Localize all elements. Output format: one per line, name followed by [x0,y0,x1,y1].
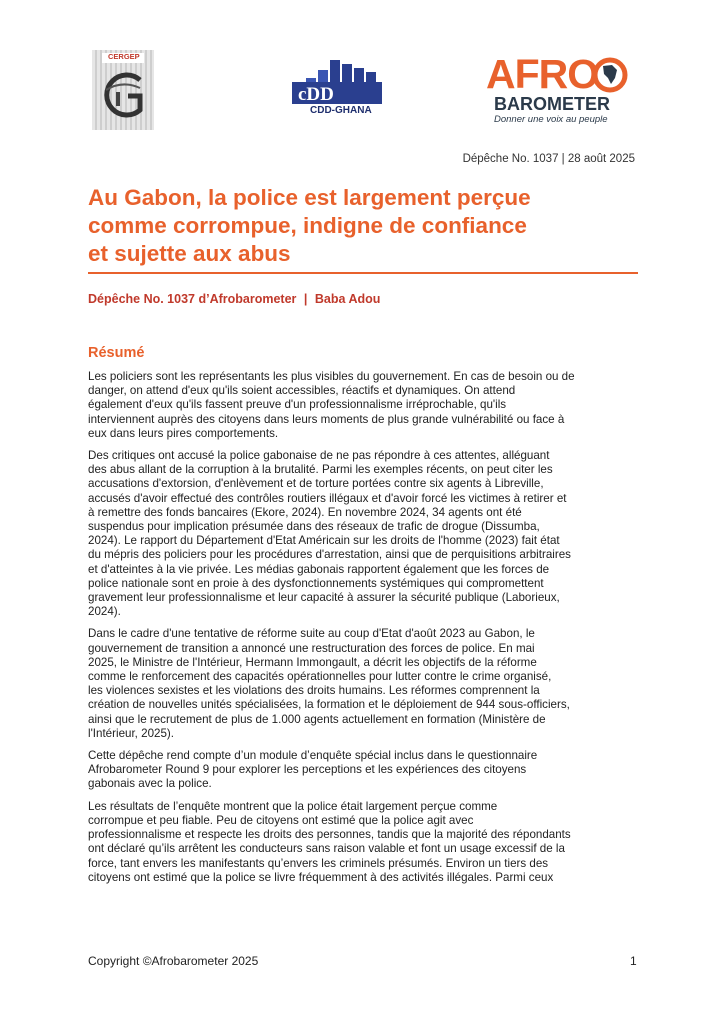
text-line: du mépris des policiers pour les procédures d'arrestation, ainsi que de perquisitions arbitraires [88,548,571,562]
title-line: Au Gabon, la police est largement perçue [88,185,531,210]
cdd-ghana-logo [290,60,386,124]
text-line: l'Intérieur, 2025). [88,726,174,740]
text-line: gravement leur professionnalisme et leur capacité à assurer la sécurité publique (Laborieux, [88,591,560,605]
dispatch-reference: Dépêche No. 1037 | 28 août 2025 [462,153,635,165]
title-line: comme corrompue, indigne de confiance [88,213,527,238]
text-line: gouvernement de transition a annoncé une restructuration des forces de police. En mai [88,641,535,655]
byline-separator: | [303,292,308,306]
text-line: gabonais avec la police. [88,777,212,791]
byline-author: Baba Adou [314,292,381,306]
footer-copyright: Copyright ©Afrobarometer 2025 [88,954,259,968]
afrobarometer-brand-top: AFRO [486,51,599,97]
text-line: comme le renforcement des capacités opérationnelles pour lutter contre le crime organisé, [88,670,552,684]
title-line: et sujette aux abus [88,241,291,266]
byline-series: Dépêche No. 1037 d’Afrobarometer [88,292,297,306]
text-line: accusations d'extorsion, d'enlèvement et de torture portées contre six agents à Libreville, [88,477,544,491]
text-line: 2025, le Ministre de l'Intérieur, Hermann Immongault, a décrit les objectifs de la réforme [88,655,537,669]
summary-paragraph [88,449,640,619]
text-line: interviennent auprès des citoyens dans leurs moments de plus grande vulnérabilité ou face à [88,412,565,426]
summary-paragraph [88,627,640,741]
text-line: Afrobarometer Round 9 pour explorer les perceptions et les expériences des citoyens [88,763,527,777]
title-divider [88,272,638,274]
cergep-logo-text: CERGEP [108,52,140,61]
afrobarometer-logo [482,52,632,128]
text-line: et d'atteintes à la vie privée. Les médias gabonais rapportent également que les forces de [88,562,550,576]
text-line: eux dans leurs pires comportements. [88,426,279,440]
text-line: ont déclaré qu’ils arrêtent les conducteurs sans raison valable et font un usage excessif de la [88,842,565,856]
text-line: Les policiers sont les représentants les plus visibles du gouvernement. En cas de besoin ou de [88,370,575,383]
afrobarometer-tagline: Donner une voix au peuple [494,114,608,125]
text-line: professionnalisme et respecte les droits des personnes, tandis que la majorité des répondants [88,828,571,842]
text-line: création de nouvelles unités spécialisées, la formation et le déploiement de 944 sous-officiers, [88,698,570,712]
text-line: Cette dépêche rend compte d’un module d’enquête spécial inclus dans le questionnaire [88,749,538,763]
text-line: police nationale sont en proie à des dysfonctionnements systémiques qui compromettent [88,576,544,590]
page-number: 1 [630,954,637,968]
afrobarometer-brand-bottom: BAROMETER [494,94,610,114]
cdd-ghana-logo-text: CDD-GHANA [310,105,372,116]
text-line: Les résultats de l’enquête montrent que la police était largement perçue comme [88,799,498,813]
text-line: Des critiques ont accusé la police gabonaise de ne pas répondre à ces attentes, alléguant [88,449,550,463]
summary-heading: Résumé [88,345,145,361]
summary-paragraph [88,800,640,885]
summary-paragraph [88,370,640,441]
byline [88,292,380,306]
text-line: ainsi que le recrutement de plus de 1.000 agents actuellement en formation (Ministère de [88,712,546,726]
summary-paragraph [88,749,640,792]
africa-globe-icon [592,56,628,94]
cergep-logo [92,50,154,130]
text-line: danger, on attend d'eux qu'ils soient accessibles, réactifs et dynamiques. On attend [88,384,516,398]
text-line: Dans le cadre d'une tentative de réforme suite au coup d'Etat d'août 2023 au Gabon, le [88,627,535,641]
text-line: les violences sexistes et les violations des droits humains. Les réformes comprennent la [88,684,540,698]
text-line: accusés d'avoir effectué des contrôles routiers illégaux et d'avoir forcé les victimes à retirer et [88,491,567,505]
text-line: corrompue et peu fiable. Peu de citoyens ont estimé que la police agit avec [88,813,474,827]
text-line: suspendus pour implication présumée dans des réseaux de trafic de drogue (Dissumba, [88,520,540,534]
text-line: également d'eux qu'ils fassent preuve d'un professionnalisme irréprochable, qu'ils [88,398,507,412]
document-title [88,184,648,268]
text-line: des abus allant de la corruption à la brutalité. Parmi les exemples récents, on peut citer les [88,463,553,477]
summary-body [88,370,640,893]
svg-text:cDD: cDD [298,84,334,105]
text-line: force, tant envers les manifestants qu’envers les criminels présumés. Environ un tiers des [88,856,549,870]
text-line: à remettre des fonds bancaires (Ekore, 2024). En novembre 2024, 34 agents ont été [88,505,522,519]
text-line: 2024). Le rapport du Département d'Etat Américain sur les droits de l'homme (2023) fait état [88,534,560,548]
text-line: citoyens ont estimé que la police se livre fréquemment à des activités illégales. Parmi ceux [88,870,554,884]
text-line: 2024). [88,605,121,619]
